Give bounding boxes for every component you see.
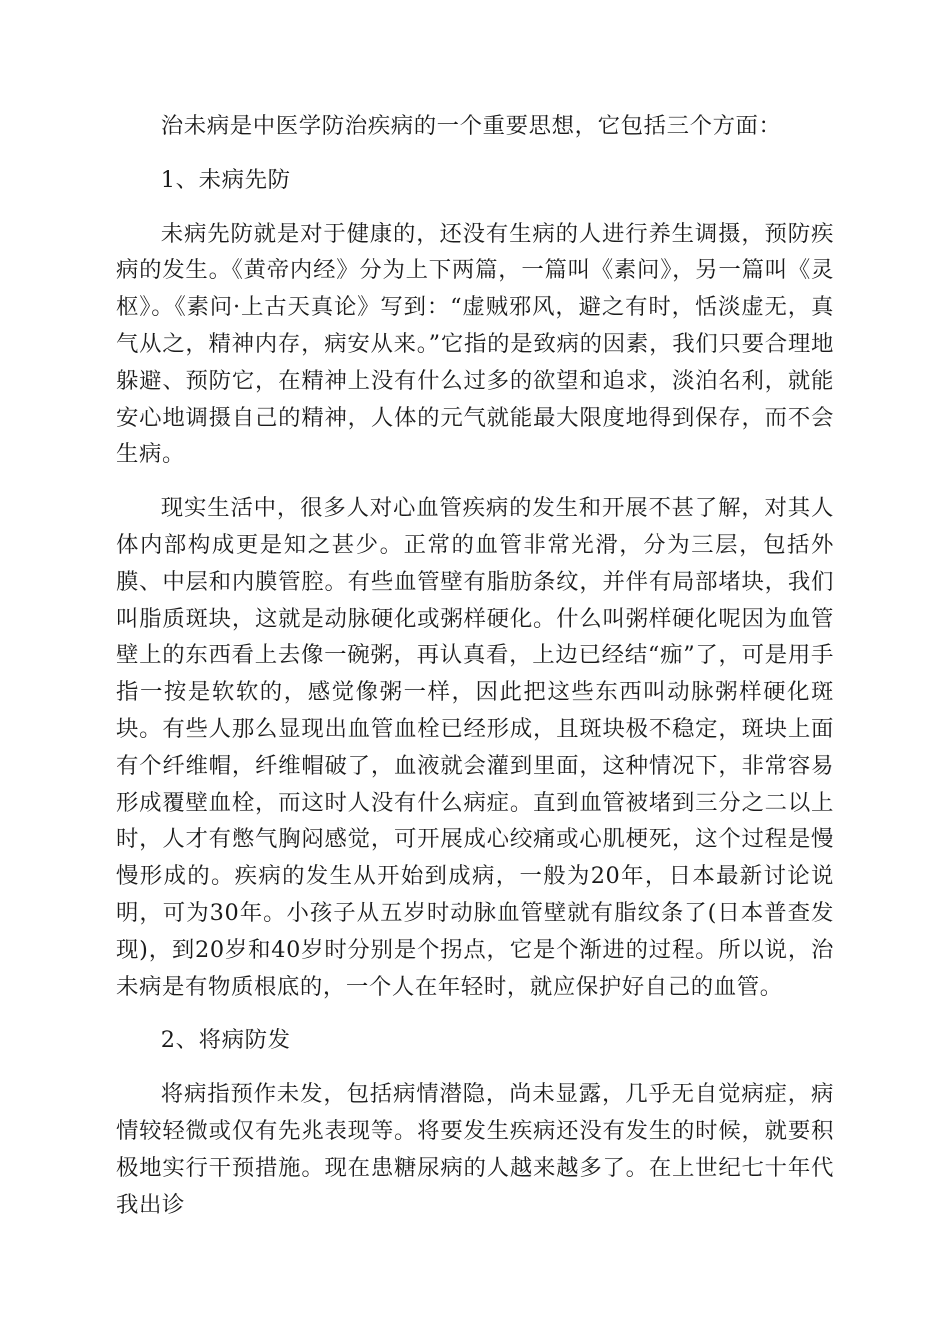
section1-paragraph-2: 现实生活中，很多人对心血管疾病的发生和开展不甚了解，对其人体内部构成更是知之甚少。正常的血管非常光滑，分为三层，包括外膜、中层和内膜管腔。有些血管壁有脂肪条纹，并伴有局部堵块，我们叫脂质斑块，这就是动脉硬化或粥样硬化。什么叫粥样硬化呢因为血管壁上的东西看上去像一碗粥，再认真看，上边已经结“痂”了，可是用手指一按是软软的，感觉像粥一样，因此把这些东西叫动脉粥样硬化斑块。有些人那么显现出血管血栓已经形成，且斑块极不稳定，斑块上面有个纤维帽，纤维帽破了，血液就会灌到里面，这种情况下，非常容易形成覆壁血栓，而这时人没有什么病症。直到血管被堵到三分之二以上时，人才有憋气胸闷感觉，可开展成心绞痛或心肌梗死，这个过程是慢慢形成的。疾病的发生从开始到成病，一般为20年，日本最新讨论说明，可为30年。小孩子从五岁时动脉血管壁就有脂纹条了(日本普查发现)，到20岁和40岁时分别是个拐点，它是个渐进的过程。所以说，治未病是有物质根底的，一个人在年轻时，就应保护好自己的血管。 bbox=[116, 495, 834, 1000]
section-heading-2: 2、将病防发 bbox=[160, 1027, 291, 1054]
section-heading-1: 1、未病先防 bbox=[160, 166, 291, 193]
document-body bbox=[116, 108, 834, 1240]
section2-paragraph-1: 将病指预作未发，包括病情潜隐，尚未显露，几乎无自觉病症，病情较轻微或仅有先兆表现等。将要发生疾病还没有发生的时候，就要积极地实行干预措施。现在患糖尿病的人越来越多了。在上世纪七十年代我出诊 bbox=[116, 1081, 834, 1218]
section1-paragraph-1: 未病先防就是对于健康的，还没有生病的人进行养生调摄，预防疾病的发生。《黄帝内经》分为上下两篇，一篇叫《素问》，另一篇叫《灵枢》。《素问·上古天真论》写到：“虚贼邪风，避之有时，恬淡虚无，真气从之，精神内存，病安从来。”它指的是致病的因素，我们只要合理地躲避、预防它，在精神上没有什么过多的欲望和追求，淡泊名利，就能安心地调摄自己的精神，人体的元气就能最大限度地得到保存，而不会生病。 bbox=[116, 220, 834, 468]
intro-paragraph: 治未病是中医学防治疾病的一个重要思想，它包括三个方面： bbox=[160, 113, 782, 139]
